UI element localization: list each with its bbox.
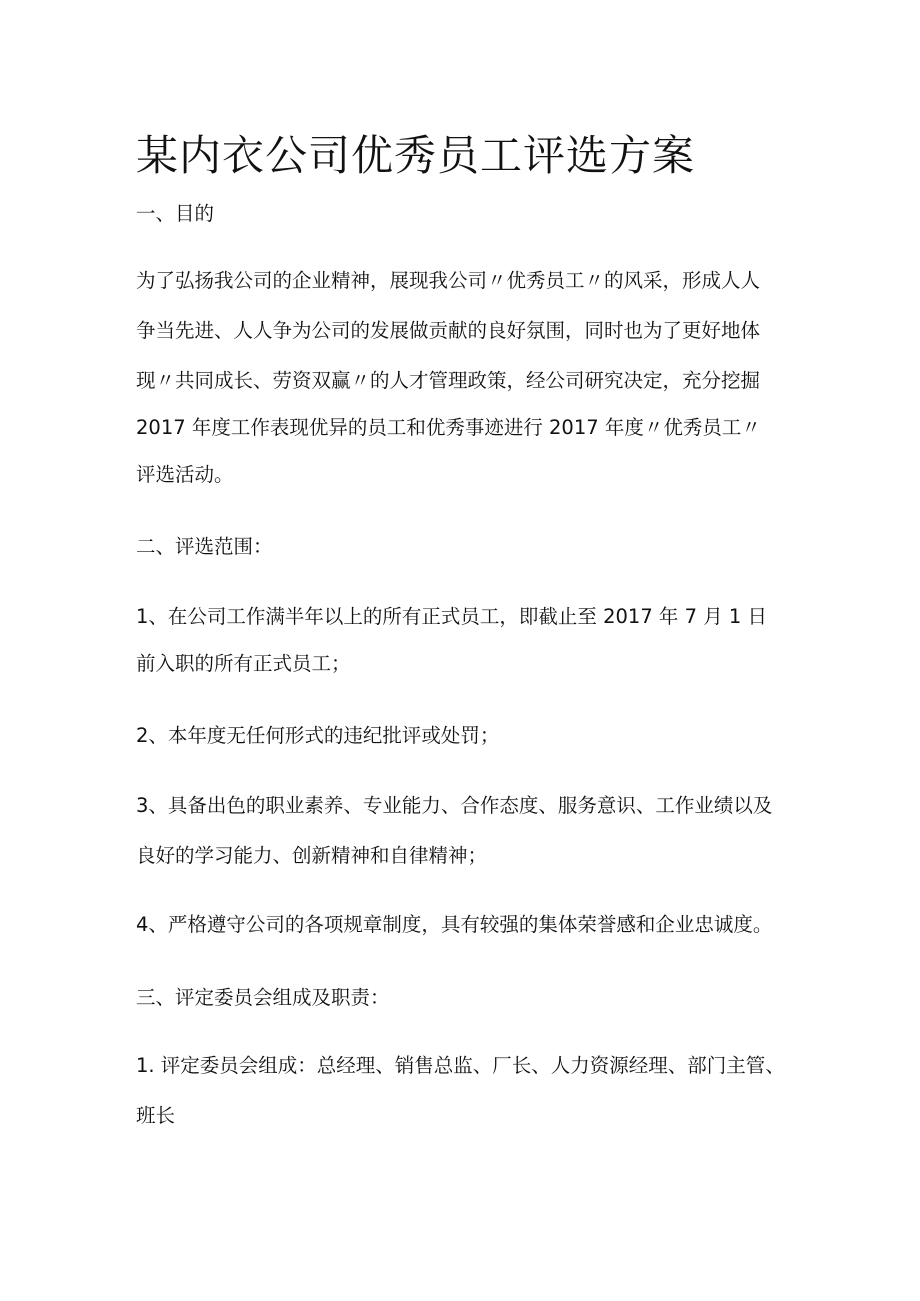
committee-item-1-line-1: 1. 评定委员会组成：总经理、销售总监、厂长、人力资源经理、部门主管、 [136, 1054, 785, 1077]
paragraph-line: 现〃共同成长、劳资双赢〃的人才管理政策，经公司研究决定，充分挖掘 [136, 369, 761, 392]
document-title: 某内衣公司优秀员工评选方案 [136, 131, 696, 180]
section-heading-committee: 三、评定委员会组成及职责： [136, 986, 390, 1009]
paragraph-line: 评选活动。 [136, 463, 234, 486]
scope-item-1-line-1: 1、在公司工作满半年以上的所有正式员工，即截止至 2017 年 7 月 1 日 [136, 605, 768, 628]
section-heading-purpose: 一、目的 [136, 202, 215, 225]
scope-item-2: 2、本年度无任何形式的违纪批评或处罚； [136, 724, 500, 747]
scope-item-3-line-1: 3、具备出色的职业素养、专业能力、合作态度、服务意识、工作业绩以及 [136, 794, 773, 817]
scope-item-3-line-2: 良好的学习能力、创新精神和自律精神； [136, 844, 488, 867]
scope-item-4: 4、严格遵守公司的各项规章制度，具有较强的集体荣誉感和企业忠诚度。 [136, 913, 773, 936]
section-heading-scope: 二、评选范围： [136, 535, 273, 558]
committee-item-1-line-2: 班长 [136, 1104, 176, 1127]
paragraph-line: 为了弘扬我公司的企业精神，展现我公司〃优秀员工〃的风采，形成人人 [136, 269, 761, 292]
paragraph-line: 2017 年度工作表现优异的员工和优秀事迹进行 2017 年度〃优秀员工〃 [136, 416, 761, 439]
scope-item-1-line-2: 前入职的所有正式员工； [136, 652, 351, 675]
paragraph-line: 争当先进、人人争为公司的发展做贡献的良好氛围，同时也为了更好地体 [136, 319, 761, 342]
